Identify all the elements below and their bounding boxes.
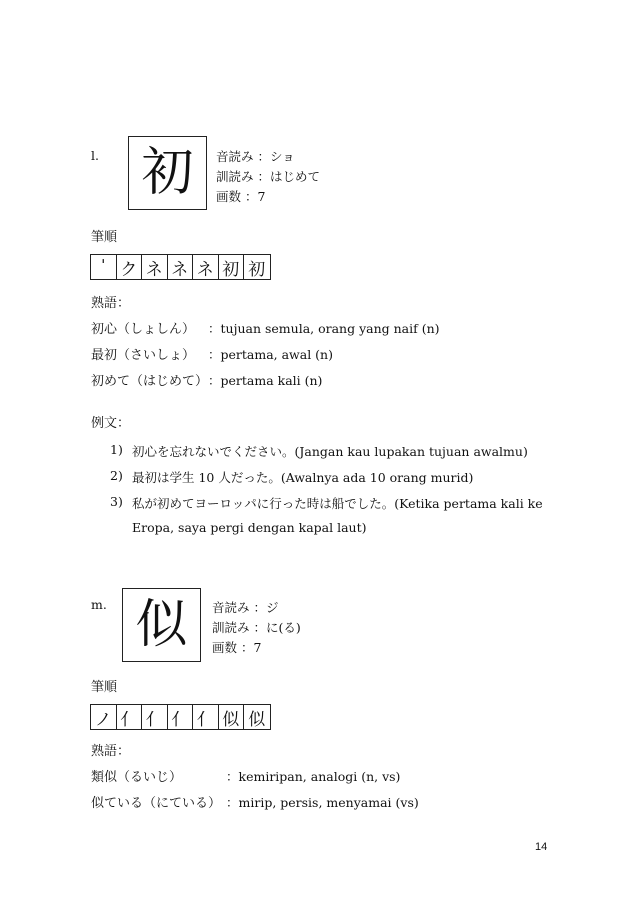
- stroke-count: 画数 ：7: [216, 189, 266, 204]
- example-sentence: 最初は学生 10 人だった。(Awalnya ada 10 orang murid): [132, 470, 474, 485]
- stroke-step: ˈ: [91, 255, 117, 279]
- stroke-order-heading: 筆順: [91, 230, 118, 245]
- example-sentence-continuation: Eropa, saya pergi dengan kapal laut): [132, 520, 367, 535]
- jukugo-meaning: ：mirip, persis, menyamai (vs): [226, 795, 419, 810]
- kanji-character: 似: [135, 595, 188, 655]
- stroke-count: 画数 ：7: [212, 640, 262, 655]
- kanji-box-sho: [128, 136, 207, 210]
- example-sentence: 初心を忘れないでください。(Jangan kau lupakan tujuan awalmu): [132, 444, 528, 459]
- stroke-order-heading: 筆順: [91, 680, 118, 695]
- jukugo-heading: 熟語：: [91, 296, 131, 311]
- onyomi-reading: 音読み ：ショ: [216, 149, 295, 164]
- jukugo-word: 初心（しょしん）: [91, 322, 196, 337]
- stroke-step: ネ: [193, 255, 219, 279]
- stroke-step: 初: [248, 259, 266, 280]
- section-label-l: l.: [91, 148, 99, 163]
- kunyomi-reading: 訓読み ：に(る): [212, 620, 301, 635]
- stroke-order-row: [90, 704, 271, 730]
- stroke-order-row: [90, 254, 271, 280]
- kunyomi-reading: 訓読み ：はじめて: [216, 169, 320, 184]
- page-number: 14: [535, 841, 548, 853]
- section-label-m: m.: [91, 597, 107, 612]
- stroke-step: 初: [219, 255, 245, 279]
- jukugo-meaning: ：pertama kali (n): [208, 373, 323, 388]
- stroke-step: 似: [219, 705, 245, 729]
- kanji-character: 初: [141, 143, 194, 203]
- jukugo-word: 最初（さいしょ）: [91, 348, 196, 363]
- jukugo-word: 似ている（にている）: [91, 796, 222, 811]
- jukugo-word: 類似（るいじ）: [91, 770, 183, 785]
- stroke-step: 亻: [193, 705, 219, 729]
- stroke-step: 似: [248, 709, 266, 730]
- kanji-box-ji: [122, 588, 201, 662]
- jukugo-word: 初めて（はじめて）: [91, 374, 209, 389]
- stroke-step: 亻: [168, 705, 194, 729]
- jukugo-heading: 熟語：: [91, 744, 131, 759]
- onyomi-reading: 音読み ：ジ: [212, 600, 279, 615]
- stroke-step: 亻: [117, 705, 143, 729]
- stroke-step: ノ: [91, 705, 117, 729]
- example-number: 1): [110, 442, 123, 457]
- stroke-step: 亻: [142, 705, 168, 729]
- stroke-step: ク: [117, 255, 143, 279]
- example-number: 3): [110, 494, 123, 509]
- jukugo-meaning: ：kemiripan, analogi (n, vs): [226, 769, 401, 784]
- examples-heading: 例文：: [91, 416, 131, 431]
- stroke-step: ネ: [168, 255, 194, 279]
- example-sentence: 私が初めてヨーロッパに行った時は船でした。(Ketika pertama kali ke: [132, 496, 543, 511]
- jukugo-meaning: ：pertama, awal (n): [208, 347, 333, 362]
- example-number: 2): [110, 468, 123, 483]
- stroke-step: ネ: [142, 255, 168, 279]
- jukugo-meaning: ：tujuan semula, orang yang naif (n): [208, 321, 440, 336]
